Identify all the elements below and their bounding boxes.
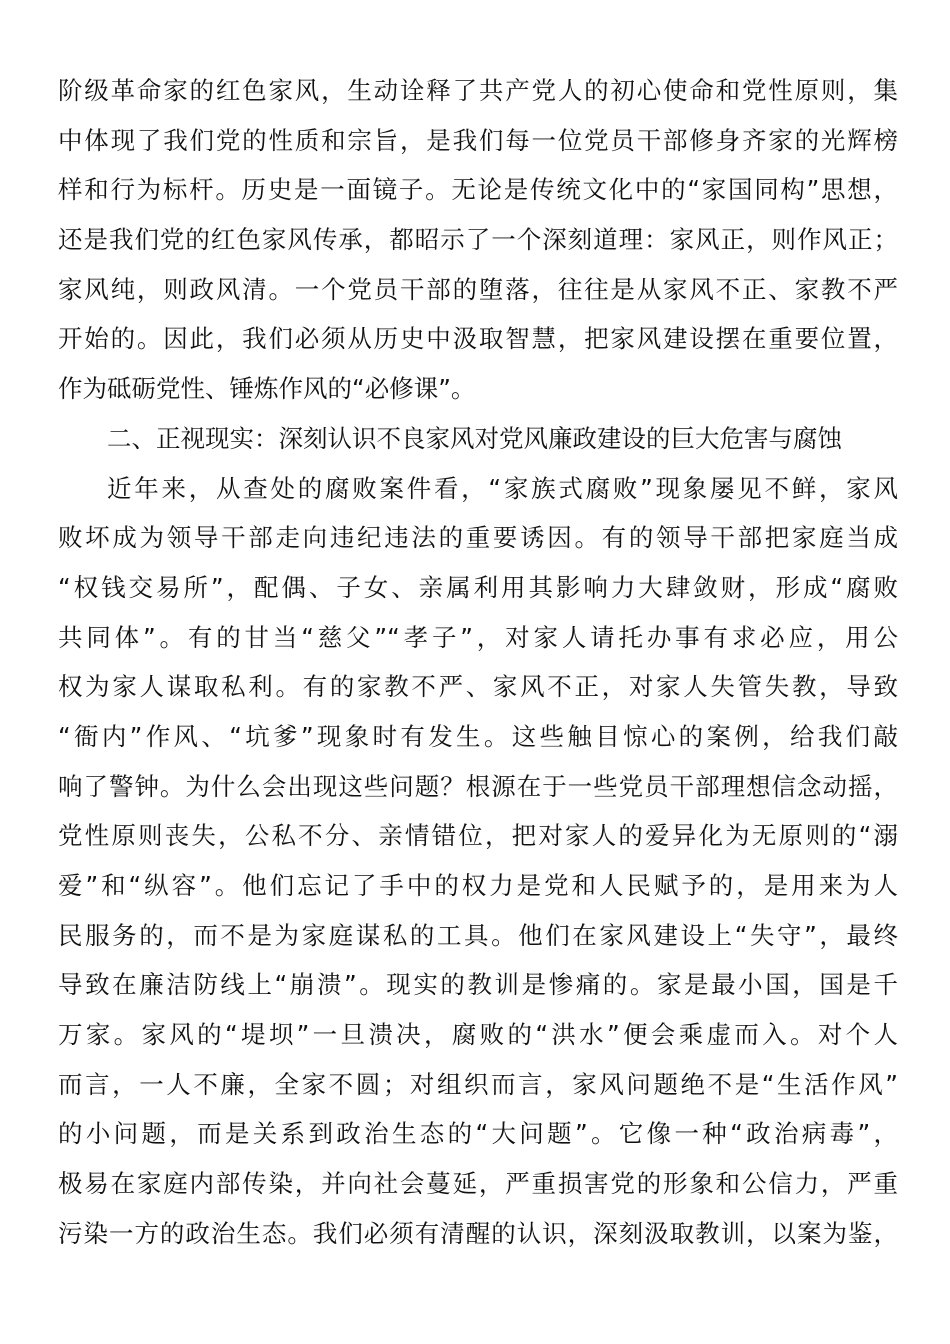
text-line: 爱”和“纵容”。他们忘记了手中的权力是党和人民赋予的，是用来为人 [58,871,898,900]
text-line: 作为砥砺党性、锤炼作风的“必修课”。 [58,374,476,404]
text-line: 家风纯，则政风清。一个党员干部的堕落，往往是从家风不正、家教不严 [58,274,898,304]
section-heading: 二、正视现实：深刻认识不良家风对党风廉政建设的巨大危害与腐蚀 [107,423,842,453]
text-line: 极易在家庭内部传染，并向社会蔓延，严重损害党的形象和公信力，严重 [58,1169,898,1199]
text-line: 阶级革命家的红色家风，生动诠释了共产党人的初心使命和党性原则，集 [58,76,898,105]
text-line: 污染一方的政治生态。我们必须有清醒的认识，深刻汲取教训，以案为鉴， [58,1218,898,1248]
text-line: 还是我们党的红色家风传承，都昭示了一个深刻道理：家风正，则作风正； [58,225,898,255]
text-line: 的小问题，而是关系到政治生态的“大问题”。它像一种“政治病毒”， [58,1119,898,1149]
text-line: 共同体”。有的甘当“慈父”“孝子”，对家人请托办事有求必应，用公 [58,622,898,652]
text-line: 中体现了我们党的性质和宗旨，是我们每一位党员干部修身齐家的光辉榜 [58,125,898,155]
text-line: 而言，一人不廉，全家不圆；对组织而言，家风问题绝不是“生活作风” [58,1069,898,1099]
text-line: 权为家人谋取私利。有的家教不严、家风不正，对家人失管失教，导致 [58,672,898,702]
text-line: 民服务的，而不是为家庭谋私的工具。他们在家风建设上“失守”，最终 [58,920,898,950]
document-page [58,66,898,1259]
text-line: 近年来，从查处的腐败案件看，“家族式腐败”现象屡见不鲜，家风 [107,473,898,503]
text-line: 样和行为标杆。历史是一面镜子。无论是传统文化中的“家国同构”思想， [58,175,898,205]
paragraph-2 [58,464,898,1259]
text-line: 万家。家风的“堤坝”一旦溃决，腐败的“洪水”便会乘虚而入。对个人 [58,1020,898,1050]
text-line: 开始的。因此，我们必须从历史中汲取智慧，把家风建设摆在重要位置， [58,324,898,354]
text-line: 党性原则丧失，公私不分、亲情错位，把对家人的爱异化为无原则的“溺 [58,821,898,851]
text-line: “衙内”作风、“坑爹”现象时有发生。这些触目惊心的案例，给我们敲 [58,721,898,751]
paragraph-1 [58,66,898,414]
text-line: 导致在廉洁防线上“崩溃”。现实的教训是惨痛的。家是最小国，国是千 [58,970,898,1000]
text-line: 响了警钟。为什么会出现这些问题？根源在于一些党员干部理想信念动摇， [58,771,898,801]
text-line: “权钱交易所”，配偶、子女、亲属利用其影响力大肆敛财，形成“腐败 [58,572,898,602]
text-line: 败坏成为领导干部走向违纪违法的重要诱因。有的领导干部把家庭当成 [58,523,898,553]
